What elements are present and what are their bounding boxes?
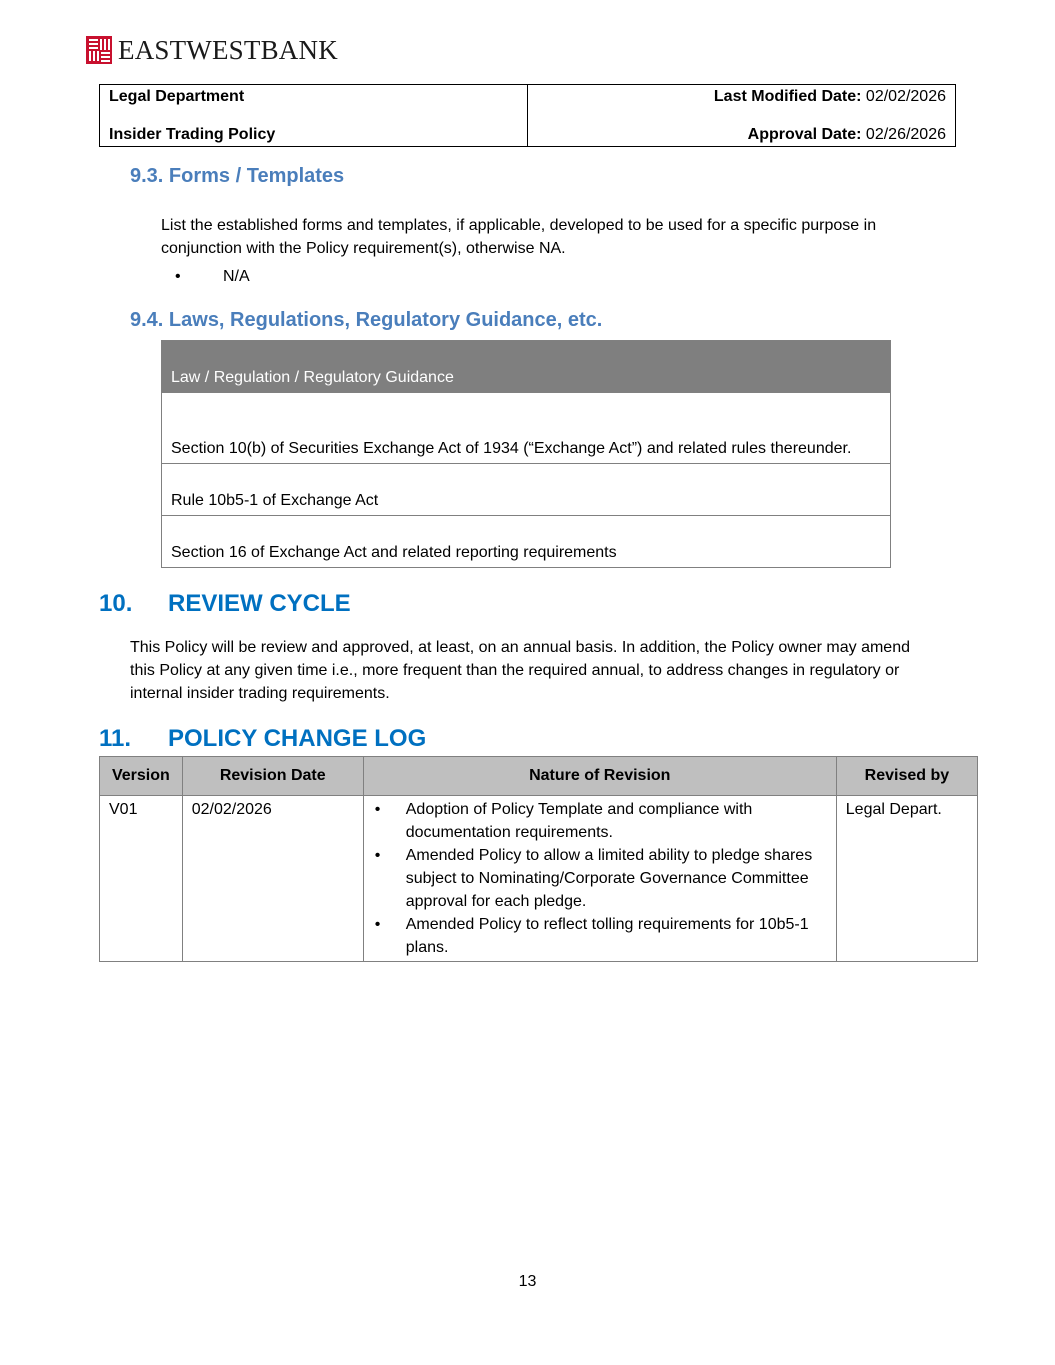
cell-revision-date: 02/02/2026 <box>182 796 363 962</box>
cell-revised-by: Legal Depart. <box>836 796 977 962</box>
change-log-header-row <box>100 757 978 796</box>
revision-list <box>373 798 816 959</box>
col-version: Version <box>100 757 183 796</box>
document-header-table <box>99 84 956 147</box>
col-nature-of-revision: Nature of Revision <box>363 757 836 796</box>
bullet-icon: • <box>374 801 381 818</box>
revision-item-text: Amended Policy to reflect tolling requirements for 10b5-1 plans. <box>405 916 809 956</box>
list-item <box>373 913 816 959</box>
section-9-3-body: List the established forms and templates, if applicable, developed to be used for a specific purpose in conjunction with the Policy requirement(s), otherwise NA. <box>161 217 877 257</box>
laws-table <box>161 340 891 568</box>
table-row <box>100 796 978 962</box>
laws-table-row: Section 10(b) of Securities Exchange Act of 1934 (“Exchange Act”) and related rules thereunder. <box>162 393 891 464</box>
section-11-heading <box>99 725 426 753</box>
bullet-icon: • <box>175 268 181 285</box>
laws-table-header: Law / Regulation / Regulatory Guidance <box>162 341 891 393</box>
header-approval <box>537 124 946 146</box>
section-10-title: REVIEW CYCLE <box>168 590 351 617</box>
list-item <box>373 844 816 913</box>
revision-item-text: Amended Policy to allow a limited ability to pledge shares subject to Nominating/Corporate Governance Committee approval for each pledge. <box>405 847 813 910</box>
header-department: Legal Department <box>109 88 245 105</box>
change-log-table <box>99 756 978 962</box>
cell-version: V01 <box>100 796 183 962</box>
bank-logo-text: EASTWESTBANK <box>118 35 338 65</box>
header-policy-name: Insider Trading Policy <box>109 126 276 143</box>
section-11-number: 11. <box>99 725 132 752</box>
section-9-3-bullet-text: N/A <box>223 268 250 285</box>
last-modified-value: 02/02/2026 <box>865 88 946 105</box>
bank-logo <box>86 36 338 64</box>
page-number: 13 <box>518 1273 537 1290</box>
section-10-heading <box>99 590 351 618</box>
section-9-4-title: 9.4. Laws, Regulations, Regulatory Guidance, etc. <box>130 309 603 331</box>
header-last-modified <box>537 86 946 108</box>
section-10-number: 10. <box>99 590 133 617</box>
last-modified-label: Last Modified Date: <box>713 88 862 105</box>
revision-item-text: Adoption of Policy Template and compliance with documentation requirements. <box>405 801 753 841</box>
approval-label: Approval Date: <box>747 126 862 143</box>
section-9-3-bullet <box>161 268 250 286</box>
header-right-cell <box>528 85 956 147</box>
laws-table-row: Section 16 of Exchange Act and related reporting requirements <box>162 516 891 568</box>
laws-table-row: Rule 10b5-1 of Exchange Act <box>162 464 891 516</box>
bullet-icon: • <box>374 847 381 864</box>
list-item <box>373 798 816 844</box>
col-revised-by: Revised by <box>836 757 977 796</box>
section-9-3-title: 9.3. Forms / Templates <box>130 165 345 187</box>
cell-nature-of-revision <box>363 796 836 962</box>
header-left-cell <box>100 85 528 147</box>
section-11-title: POLICY CHANGE LOG <box>168 725 427 752</box>
bank-logo-icon <box>86 36 112 64</box>
bullet-icon: • <box>374 916 381 933</box>
section-10-body: This Policy will be review and approved, at least, on an annual basis. In addition, the Policy owner may amend this Policy at any given time i.e., more frequent than the required annual, to address changes in regulatory or internal insider trading requirements. <box>130 639 910 702</box>
col-revision-date: Revision Date <box>182 757 363 796</box>
approval-value: 02/26/2026 <box>865 126 946 143</box>
